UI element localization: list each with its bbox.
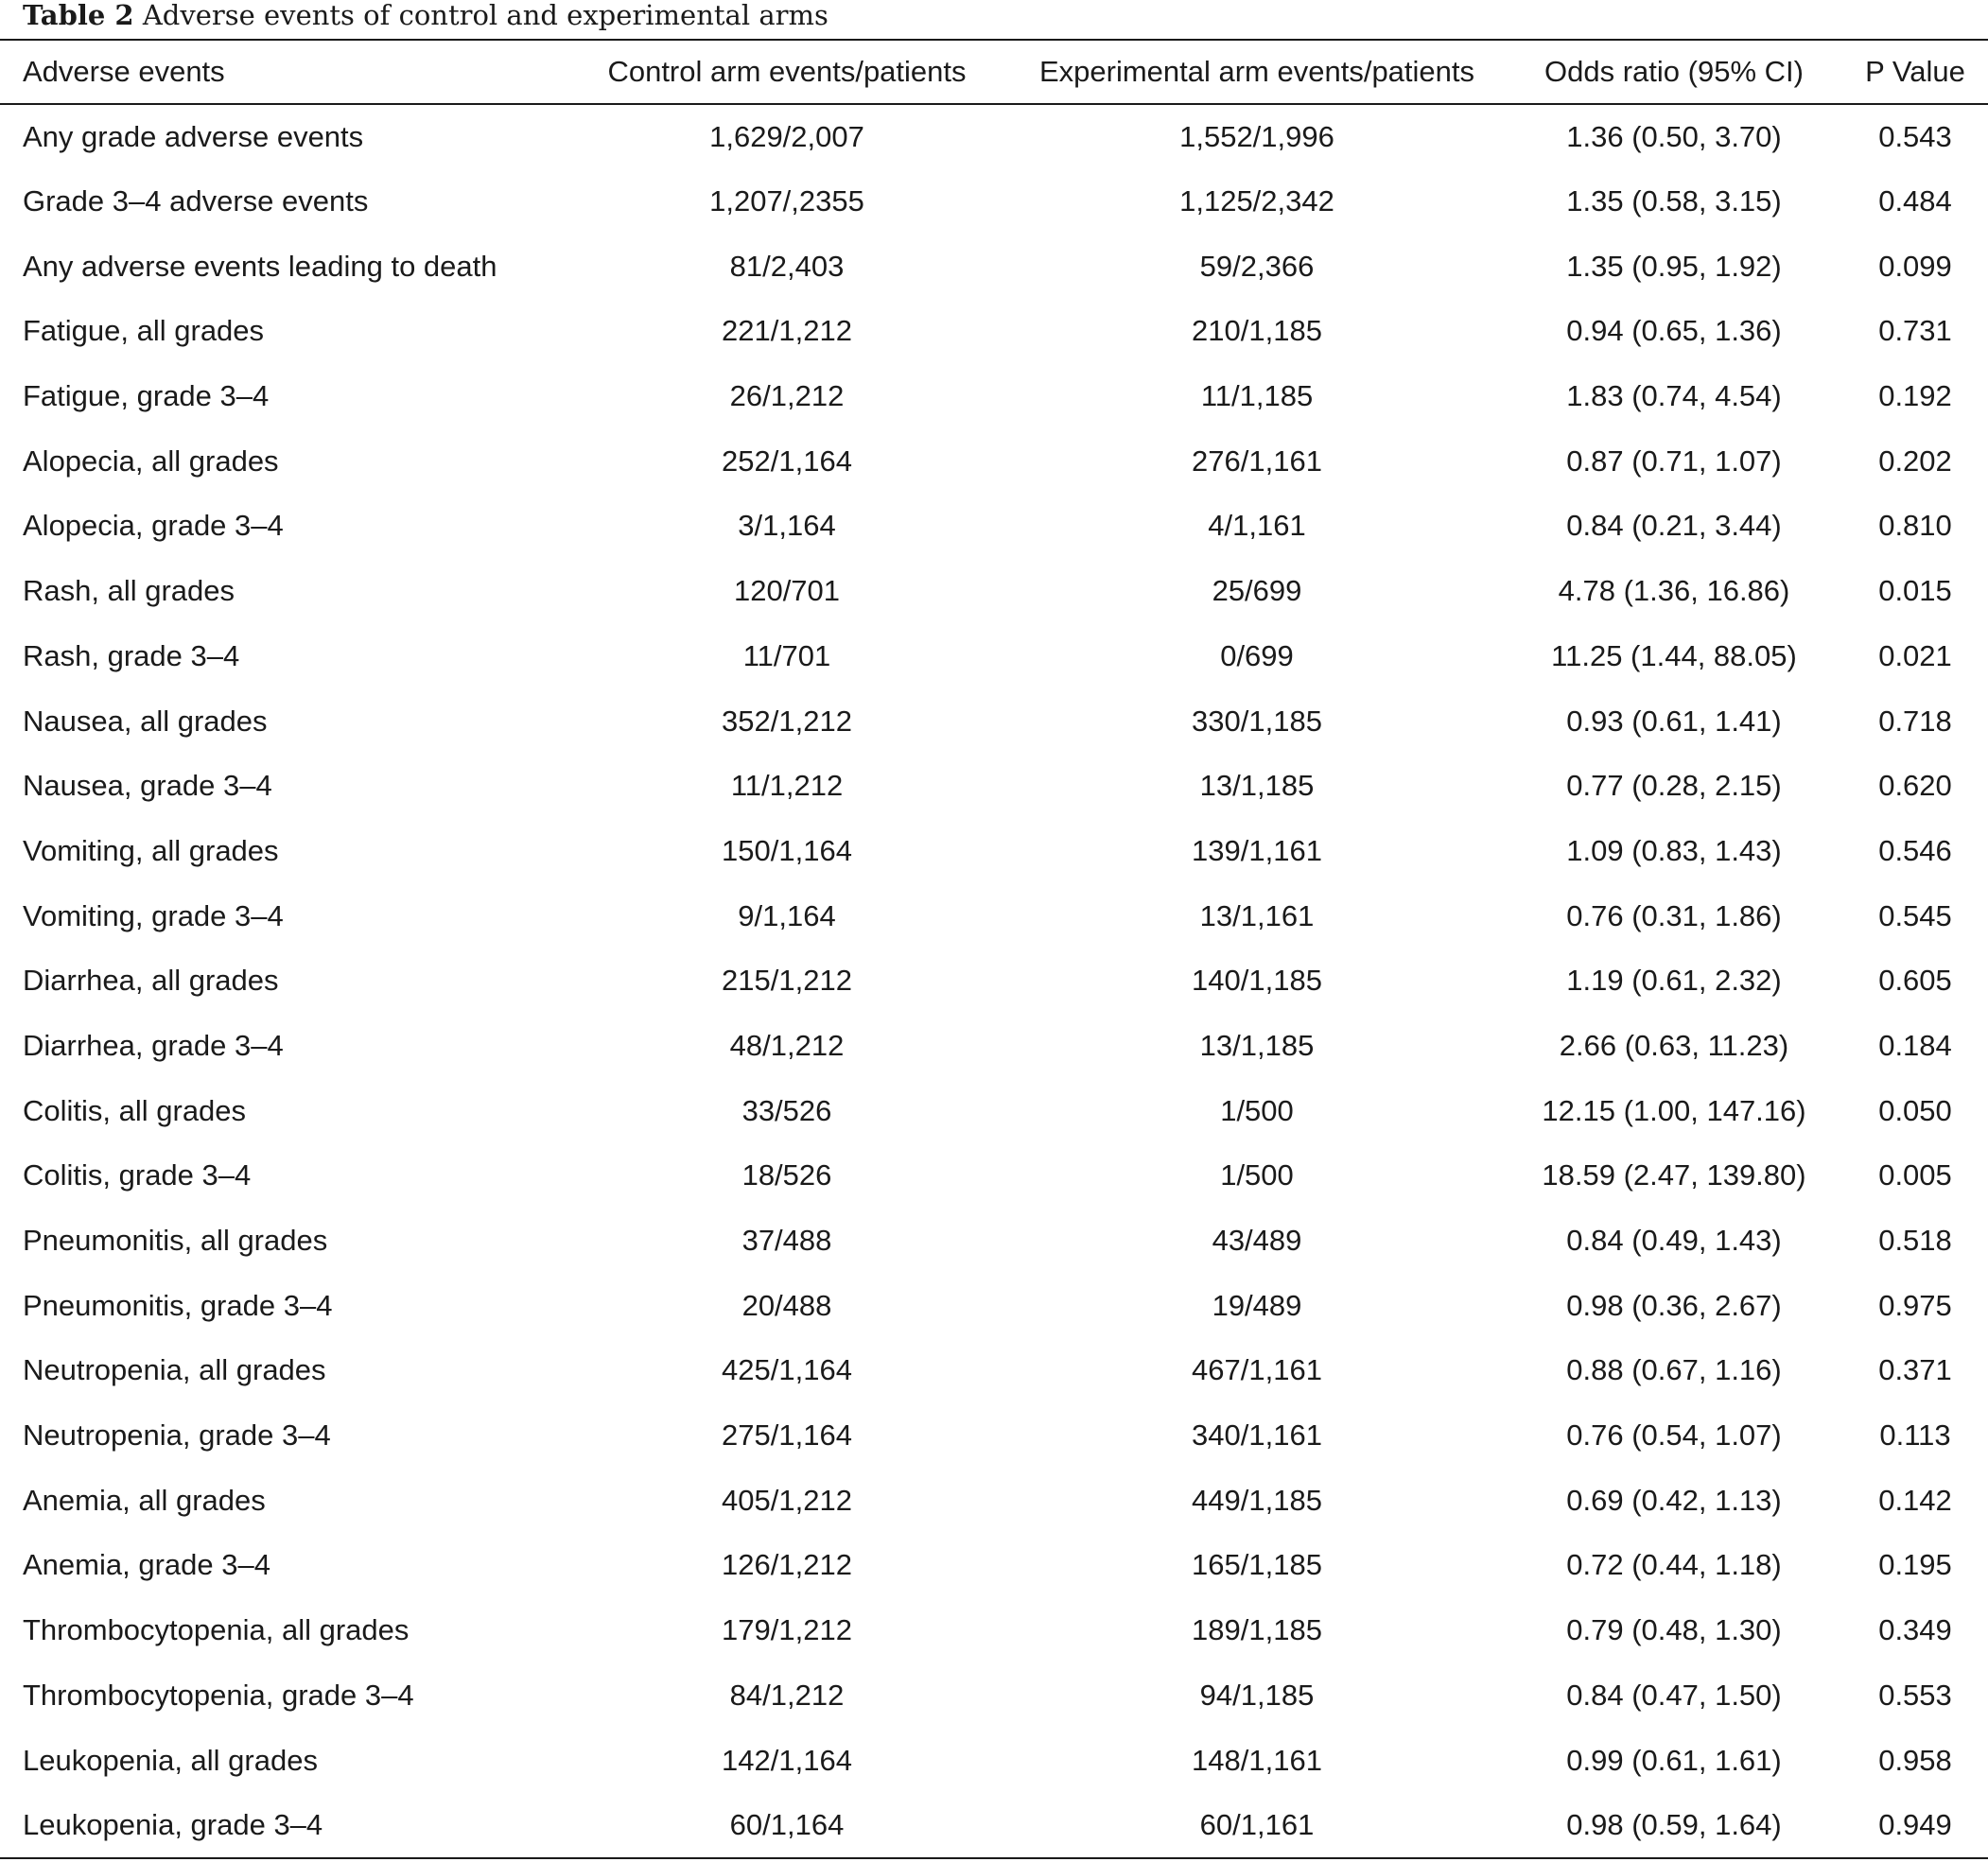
odds-ratio-cell: 0.88 (0.67, 1.16) xyxy=(1566,1353,1782,1387)
experimental-arm-cell: 19/489 xyxy=(1212,1288,1302,1322)
table-row xyxy=(0,819,1988,884)
odds-ratio-cell: 1.35 (0.95, 1.92) xyxy=(1566,249,1782,283)
table-row xyxy=(0,1403,1988,1469)
table-row xyxy=(0,104,1988,169)
odds-ratio-cell: 0.84 (0.47, 1.50) xyxy=(1566,1678,1782,1712)
event-name-cell: Leukopenia, all grades xyxy=(23,1743,318,1777)
control-arm-cell: 20/488 xyxy=(741,1288,832,1322)
table-row xyxy=(0,1533,1988,1598)
odds-ratio-cell: 0.77 (0.28, 2.15) xyxy=(1566,769,1782,803)
odds-ratio-cell: 0.84 (0.49, 1.43) xyxy=(1566,1224,1782,1258)
event-name-cell: Colitis, grade 3–4 xyxy=(23,1158,252,1192)
odds-ratio-cell: 0.99 (0.61, 1.61) xyxy=(1566,1743,1782,1777)
table-row xyxy=(0,1338,1988,1403)
odds-ratio-cell: 0.87 (0.71, 1.07) xyxy=(1566,444,1782,478)
table-row xyxy=(0,883,1988,948)
experimental-arm-cell: 276/1,161 xyxy=(1192,444,1322,478)
p-value-cell: 0.718 xyxy=(1878,704,1952,738)
experimental-arm-cell: 94/1,185 xyxy=(1199,1678,1315,1712)
control-arm-cell: 215/1,212 xyxy=(722,964,852,998)
p-value-cell: 0.545 xyxy=(1878,898,1952,932)
event-name-cell: Colitis, all grades xyxy=(23,1093,247,1127)
p-value-cell: 0.005 xyxy=(1878,1158,1952,1192)
p-value-cell: 0.192 xyxy=(1878,379,1952,413)
event-name-cell: Leukopenia, grade 3–4 xyxy=(23,1807,323,1841)
control-arm-cell: 1,207/,2355 xyxy=(709,184,864,218)
event-name-cell: Nausea, grade 3–4 xyxy=(23,769,272,803)
column-header-control-arm: Control arm events/patients xyxy=(607,55,967,88)
experimental-arm-cell: 4/1,161 xyxy=(1208,509,1306,543)
event-name-cell: Thrombocytopenia, all grades xyxy=(23,1613,410,1647)
event-name-cell: Diarrhea, all grades xyxy=(23,964,279,998)
odds-ratio-cell: 0.76 (0.31, 1.86) xyxy=(1566,898,1782,932)
table-row xyxy=(0,948,1988,1014)
event-name-cell: Diarrhea, grade 3–4 xyxy=(23,1028,284,1062)
control-arm-cell: 179/1,212 xyxy=(722,1613,852,1647)
experimental-arm-cell: 330/1,185 xyxy=(1192,704,1322,738)
p-value-cell: 0.543 xyxy=(1878,119,1952,153)
event-name-cell: Grade 3–4 adverse events xyxy=(23,184,369,218)
experimental-arm-cell: 189/1,185 xyxy=(1192,1613,1322,1647)
experimental-arm-cell: 13/1,161 xyxy=(1199,898,1315,932)
table-row xyxy=(0,234,1988,299)
event-name-cell: Nausea, all grades xyxy=(23,704,268,738)
odds-ratio-cell: 1.09 (0.83, 1.43) xyxy=(1566,833,1782,867)
table-row xyxy=(0,364,1988,429)
experimental-arm-cell: 467/1,161 xyxy=(1192,1353,1322,1387)
table-header-row xyxy=(0,40,1988,104)
p-value-cell: 0.021 xyxy=(1878,638,1952,672)
p-value-cell: 0.349 xyxy=(1878,1613,1952,1647)
table-row xyxy=(0,559,1988,624)
table-row xyxy=(0,688,1988,754)
p-value-cell: 0.113 xyxy=(1879,1418,1951,1453)
event-name-cell: Fatigue, grade 3–4 xyxy=(23,379,270,413)
p-value-cell: 0.015 xyxy=(1878,574,1952,608)
control-arm-cell: 84/1,212 xyxy=(729,1678,845,1712)
event-name-cell: Rash, all grades xyxy=(23,574,235,608)
odds-ratio-cell: 0.79 (0.48, 1.30) xyxy=(1566,1613,1782,1647)
table-row xyxy=(0,299,1988,364)
event-name-cell: Neutropenia, all grades xyxy=(23,1353,326,1387)
experimental-arm-cell: 449/1,185 xyxy=(1192,1483,1322,1517)
experimental-arm-cell: 165/1,185 xyxy=(1192,1548,1322,1582)
table-row xyxy=(0,1273,1988,1338)
event-name-cell: Neutropenia, grade 3–4 xyxy=(23,1418,331,1453)
experimental-arm-cell: 1,125/2,342 xyxy=(1179,184,1334,218)
p-value-cell: 0.484 xyxy=(1878,184,1952,218)
odds-ratio-cell: 18.59 (2.47, 139.80) xyxy=(1542,1158,1806,1192)
table-row xyxy=(0,428,1988,494)
experimental-arm-cell: 340/1,161 xyxy=(1192,1418,1322,1453)
odds-ratio-cell: 0.84 (0.21, 3.44) xyxy=(1566,509,1782,543)
odds-ratio-cell: 0.94 (0.65, 1.36) xyxy=(1566,314,1782,348)
event-name-cell: Pneumonitis, all grades xyxy=(23,1224,328,1258)
control-arm-cell: 3/1,164 xyxy=(738,509,836,543)
control-arm-cell: 18/526 xyxy=(741,1158,832,1192)
odds-ratio-cell: 1.83 (0.74, 4.54) xyxy=(1566,379,1782,413)
event-name-cell: Any grade adverse events xyxy=(23,119,364,153)
table-header xyxy=(0,40,1988,104)
table-caption xyxy=(23,0,828,36)
control-arm-cell: 252/1,164 xyxy=(722,444,852,478)
p-value-cell: 0.810 xyxy=(1878,509,1952,543)
control-arm-cell: 11/1,212 xyxy=(730,769,844,803)
odds-ratio-cell: 12.15 (1.00, 147.16) xyxy=(1542,1093,1806,1127)
table-row xyxy=(0,1793,1988,1858)
p-value-cell: 0.195 xyxy=(1878,1548,1952,1582)
experimental-arm-cell: 59/2,366 xyxy=(1199,249,1315,283)
p-value-cell: 0.546 xyxy=(1878,833,1952,867)
odds-ratio-cell: 1.19 (0.61, 2.32) xyxy=(1566,964,1782,998)
control-arm-cell: 352/1,212 xyxy=(722,704,852,738)
p-value-cell: 0.099 xyxy=(1878,249,1952,283)
column-header-p-value: P Value xyxy=(1865,55,1965,88)
control-arm-cell: 33/526 xyxy=(741,1093,832,1127)
table-row xyxy=(0,1209,1988,1274)
control-arm-cell: 425/1,164 xyxy=(722,1353,852,1387)
table-caption-text: Adverse events of control and experimental arms xyxy=(142,0,828,31)
experimental-arm-cell: 210/1,185 xyxy=(1192,314,1322,348)
odds-ratio-cell: 1.35 (0.58, 3.15) xyxy=(1566,184,1782,218)
experimental-arm-cell: 139/1,161 xyxy=(1192,833,1322,867)
control-arm-cell: 9/1,164 xyxy=(738,898,836,932)
odds-ratio-cell: 0.76 (0.54, 1.07) xyxy=(1566,1418,1782,1453)
odds-ratio-cell: 1.36 (0.50, 3.70) xyxy=(1566,119,1782,153)
event-name-cell: Any adverse events leading to death xyxy=(23,249,497,283)
adverse-events-table xyxy=(0,39,1988,1859)
p-value-cell: 0.184 xyxy=(1878,1028,1952,1062)
experimental-arm-cell: 140/1,185 xyxy=(1192,964,1322,998)
experimental-arm-cell: 60/1,161 xyxy=(1199,1807,1315,1841)
control-arm-cell: 120/701 xyxy=(733,574,841,608)
table-row xyxy=(0,1143,1988,1209)
control-arm-cell: 37/488 xyxy=(741,1224,832,1258)
odds-ratio-cell: 0.72 (0.44, 1.18) xyxy=(1566,1548,1782,1582)
event-name-cell: Anemia, all grades xyxy=(23,1483,266,1517)
experimental-arm-cell: 43/489 xyxy=(1212,1224,1302,1258)
table-row xyxy=(0,1728,1988,1793)
control-arm-cell: 275/1,164 xyxy=(722,1418,852,1453)
experimental-arm-cell: 25/699 xyxy=(1212,574,1302,608)
control-arm-cell: 126/1,212 xyxy=(722,1548,852,1582)
control-arm-cell: 26/1,212 xyxy=(729,379,845,413)
table-row xyxy=(0,1663,1988,1729)
p-value-cell: 0.731 xyxy=(1878,314,1952,348)
p-value-cell: 0.605 xyxy=(1878,964,1952,998)
odds-ratio-cell: 0.98 (0.36, 2.67) xyxy=(1566,1288,1782,1322)
p-value-cell: 0.518 xyxy=(1878,1224,1952,1258)
table-row xyxy=(0,1014,1988,1079)
column-header-odds-ratio: Odds ratio (95% CI) xyxy=(1544,55,1804,88)
event-name-cell: Pneumonitis, grade 3–4 xyxy=(23,1288,333,1322)
table-row xyxy=(0,1598,1988,1663)
table-row xyxy=(0,754,1988,819)
event-name-cell: Alopecia, all grades xyxy=(23,444,279,478)
table-row xyxy=(0,624,1988,689)
experimental-arm-cell: 148/1,161 xyxy=(1192,1743,1322,1777)
odds-ratio-cell: 4.78 (1.36, 16.86) xyxy=(1558,574,1790,608)
table-row xyxy=(0,169,1988,235)
p-value-cell: 0.050 xyxy=(1878,1093,1952,1127)
table-caption-label: Table 2 xyxy=(23,0,134,31)
control-arm-cell: 405/1,212 xyxy=(722,1483,852,1517)
odds-ratio-cell: 11.25 (1.44, 88.05) xyxy=(1551,638,1797,672)
p-value-cell: 0.371 xyxy=(1878,1353,1952,1387)
event-name-cell: Fatigue, all grades xyxy=(23,314,265,348)
control-arm-cell: 11/701 xyxy=(742,638,831,672)
table-row xyxy=(0,494,1988,559)
control-arm-cell: 221/1,212 xyxy=(722,314,852,348)
control-arm-cell: 48/1,212 xyxy=(729,1028,845,1062)
event-name-cell: Anemia, grade 3–4 xyxy=(23,1548,270,1582)
column-header-experimental-arm: Experimental arm events/patients xyxy=(1038,55,1475,88)
experimental-arm-cell: 1,552/1,996 xyxy=(1179,119,1334,153)
control-arm-cell: 81/2,403 xyxy=(729,249,845,283)
table-row xyxy=(0,1078,1988,1143)
odds-ratio-cell: 0.69 (0.42, 1.13) xyxy=(1566,1483,1782,1517)
event-name-cell: Rash, grade 3–4 xyxy=(23,638,240,672)
p-value-cell: 0.975 xyxy=(1878,1288,1952,1322)
table-row xyxy=(0,1468,1988,1533)
table-body xyxy=(0,104,1988,1858)
experimental-arm-cell: 11/1,185 xyxy=(1200,379,1314,413)
control-arm-cell: 142/1,164 xyxy=(722,1743,852,1777)
control-arm-cell: 1,629/2,007 xyxy=(709,119,864,153)
event-name-cell: Thrombocytopenia, grade 3–4 xyxy=(23,1678,414,1712)
adverse-events-table-container xyxy=(0,39,1988,1859)
p-value-cell: 0.958 xyxy=(1878,1743,1952,1777)
p-value-cell: 0.949 xyxy=(1878,1807,1952,1841)
odds-ratio-cell: 0.98 (0.59, 1.64) xyxy=(1566,1807,1782,1841)
experimental-arm-cell: 1/500 xyxy=(1220,1158,1294,1192)
experimental-arm-cell: 1/500 xyxy=(1220,1093,1294,1127)
control-arm-cell: 60/1,164 xyxy=(729,1807,845,1841)
experimental-arm-cell: 0/699 xyxy=(1220,638,1294,672)
experimental-arm-cell: 13/1,185 xyxy=(1199,769,1315,803)
odds-ratio-cell: 0.93 (0.61, 1.41) xyxy=(1566,704,1782,738)
p-value-cell: 0.553 xyxy=(1878,1678,1952,1712)
p-value-cell: 0.620 xyxy=(1878,769,1952,803)
event-name-cell: Vomiting, all grades xyxy=(23,833,279,867)
p-value-cell: 0.202 xyxy=(1878,444,1952,478)
event-name-cell: Alopecia, grade 3–4 xyxy=(23,509,284,543)
column-header-adverse-events: Adverse events xyxy=(23,55,225,88)
p-value-cell: 0.142 xyxy=(1878,1483,1952,1517)
odds-ratio-cell: 2.66 (0.63, 11.23) xyxy=(1559,1028,1789,1062)
event-name-cell: Vomiting, grade 3–4 xyxy=(23,898,284,932)
control-arm-cell: 150/1,164 xyxy=(722,833,852,867)
experimental-arm-cell: 13/1,185 xyxy=(1199,1028,1315,1062)
